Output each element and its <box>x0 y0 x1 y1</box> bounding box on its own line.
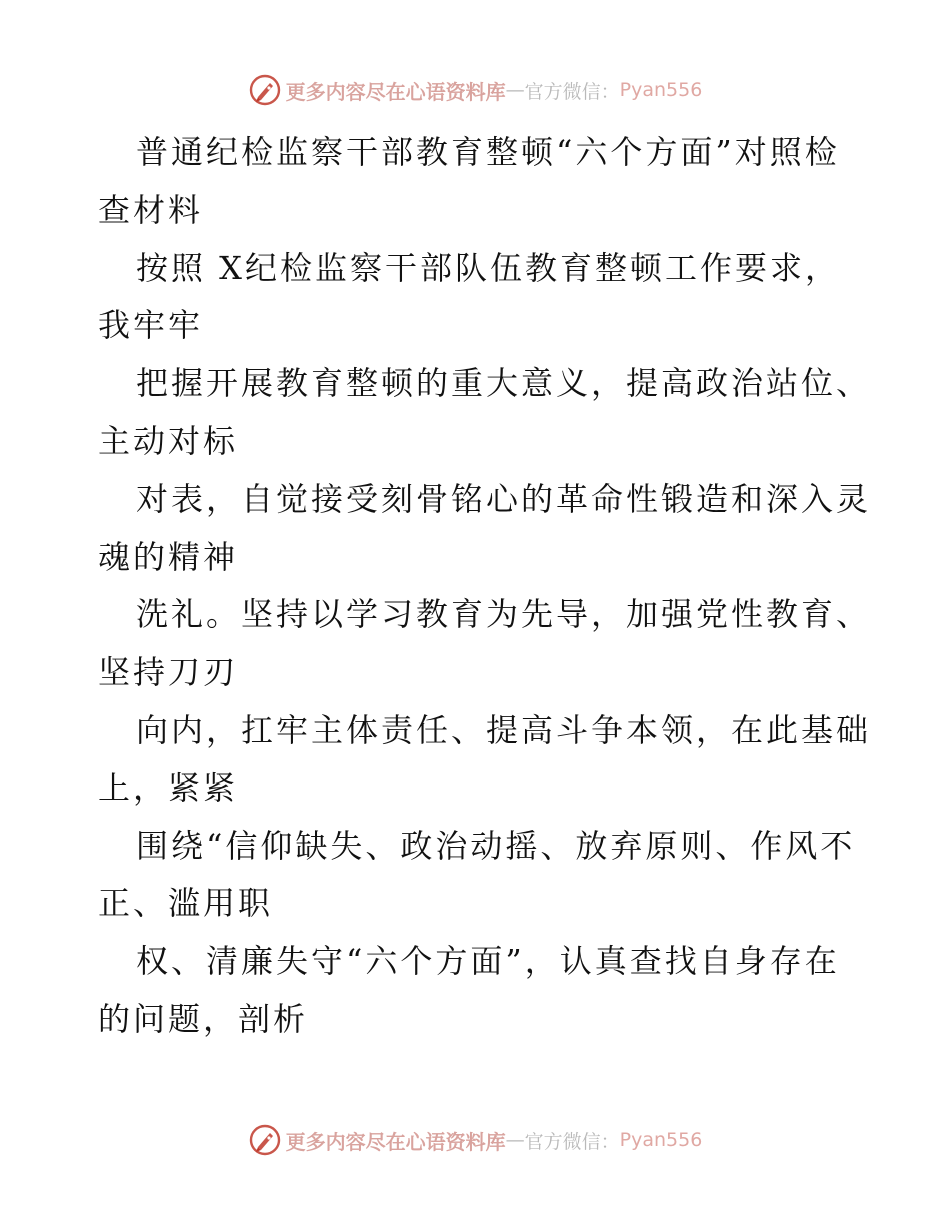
header-watermark <box>0 70 950 110</box>
document-line: 向内，扛牢主体责任、提高斗争本领，在此基础 <box>136 710 872 749</box>
document-line: 围绕“信仰缺失、政治动摇、放弃原则、作风不 <box>136 826 856 865</box>
document-line: 魂的精神 <box>98 537 239 576</box>
watermark-site-text: 更多内容尽在心语资料库 <box>285 79 506 104</box>
watermark-wechat-label: 官方微信： <box>524 80 620 103</box>
document-line: 的问题，剖析 <box>98 999 309 1038</box>
watermark-wechat-id: Pyan556 <box>619 79 703 101</box>
document-line: 主动对标 <box>98 421 239 460</box>
document-line: 洗礼。坚持以学习教育为先导，加强党性教育、 <box>136 595 872 634</box>
document-line: 对表，自觉接受刻骨铭心的革命性锻造和深入灵 <box>136 479 872 518</box>
document-line: 坚持刀刃 <box>98 653 239 692</box>
document-line: 权、清廉失守“六个方面”，认真查找自身存在 <box>136 942 840 981</box>
watermark-separator: — <box>505 1129 525 1151</box>
document-line: 上，紧紧 <box>98 768 239 807</box>
watermark-separator: — <box>505 79 525 101</box>
watermark-wechat-id: Pyan556 <box>619 1129 703 1151</box>
document-line: 我牢牢 <box>98 306 204 345</box>
document-line: 把握开展教育整顿的重大意义，提高政治站位、 <box>136 364 872 403</box>
document-line: 按照 X纪检监察干部队伍教育整顿工作要求， <box>136 248 840 287</box>
document-line: 查材料 <box>98 190 204 229</box>
document-line: 普通纪检监察干部教育整顿“六个方面”对照检 <box>136 133 840 171</box>
document-body <box>98 124 872 1049</box>
document-line: 正、滥用职 <box>98 884 274 923</box>
pen-nib-logo-icon <box>248 1123 282 1157</box>
watermark-site-text: 更多内容尽在心语资料库 <box>285 1129 506 1154</box>
footer-watermark <box>0 1120 950 1160</box>
pen-nib-logo-icon <box>248 73 282 107</box>
watermark-wechat-label: 官方微信： <box>524 1130 620 1153</box>
